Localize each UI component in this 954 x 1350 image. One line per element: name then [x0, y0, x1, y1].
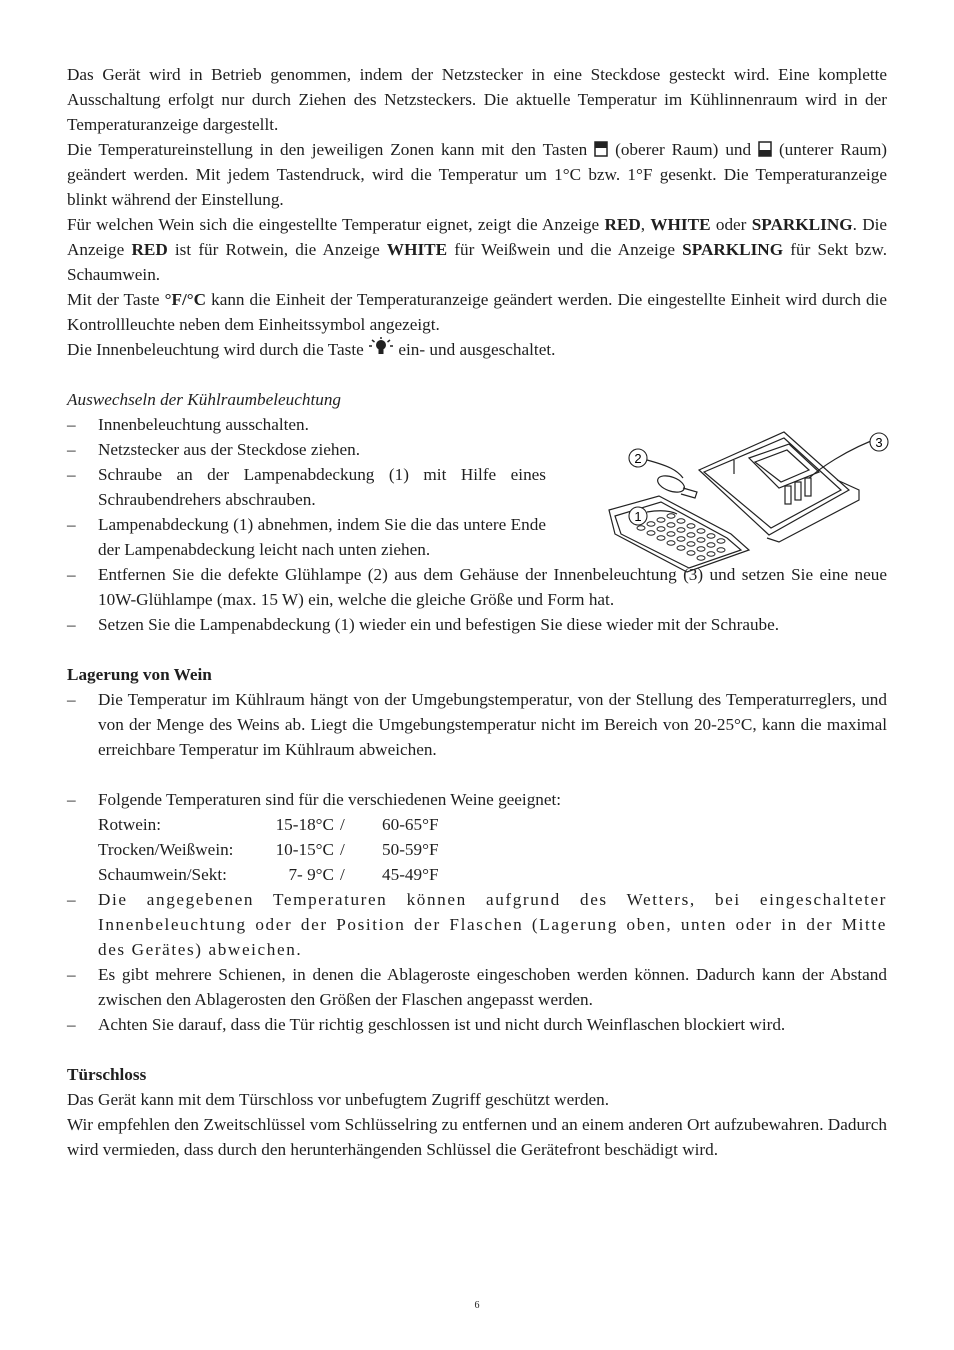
- celsius-range: 15-18°C: [275, 815, 334, 834]
- callout-3: [870, 433, 888, 451]
- list-item: – Setzen Sie die Lampenabdeckung (1) wieder ein und befestigen Sie diese wieder mit der Schraube.: [67, 612, 887, 637]
- wine-name: Trocken/Weißwein:: [98, 840, 234, 859]
- fahrenheit-range: 60-65°F: [382, 815, 439, 834]
- temperature-table: [98, 812, 887, 887]
- list-item: – Entfernen Sie die defekte Glühlampe (2) aus dem Gehäuse der Innenbeleuchtung (3) und setzen Sie eine neue 10W-Glühlampe (max. 15 W) ein, welche die gleiche Größe und Form hat.: [67, 562, 887, 612]
- lamp-cover: [609, 496, 749, 572]
- separator: /: [340, 840, 345, 859]
- red-label: RED: [131, 240, 168, 259]
- list-item: – Innenbeleuchtung ausschalten.: [67, 412, 546, 437]
- sparkling-label: SPARKLING: [751, 215, 853, 234]
- separator: /: [340, 815, 345, 834]
- list-item: – Achten Sie darauf, dass die Tür richtig geschlossen ist und nicht durch Weinflaschen blockiert wird.: [67, 1012, 887, 1037]
- white-label: WHITE: [650, 215, 711, 234]
- list-item: – Die Temperatur im Kühlraum hängt von der Umgebungstemperatur, von der Stellung des Temperaturreglers, und von der Menge des Weins ab. Liegt die Umgebungstemperatur nicht im Bereich von 20-25°C, kann die maximal erreichbare Temperatur im Kühlraum abweichen.: [67, 687, 887, 762]
- wine-name: Schaumwein/Sekt:: [98, 865, 227, 884]
- manual-page: [67, 62, 887, 1162]
- lamp-heading: Auswechseln der Kühlraumbeleuchtung: [67, 390, 342, 409]
- storage-heading: Lagerung von Wein: [67, 665, 212, 684]
- storage-list: [67, 687, 887, 762]
- unit-key-label: °F/°C: [164, 290, 207, 309]
- callout-2: [629, 449, 647, 467]
- wine-name: Rotwein:: [98, 815, 162, 834]
- lamp-diagram: [559, 430, 889, 580]
- callout-label: 2: [634, 451, 642, 466]
- list-item: – Folgende Temperaturen sind für die verschiedenen Weine geeignet: Rotwein: 15-18°C / 60-65°F Trocken/Weißwein: 10-15°C / 50-59°F Schaumwein/Sekt: 7- 9°C / 45-49°F: [67, 787, 887, 887]
- callout-1: [629, 507, 647, 525]
- list-item: – Schraube an der Lampenabdeckung (1) mit Hilfe eines Schraubendrehers abschrauben.: [67, 462, 546, 512]
- celsius-range: 10-15°C: [275, 840, 334, 859]
- red-label: RED: [604, 215, 641, 234]
- list-item: – Die angegebenen Temperaturen können aufgrund des Wetters, bei eingeschalteter Innenbeleuchtung oder der Position der Flaschen (Lagerung oben, unten oder in der Mitte des Gerätes) abweichen.: [67, 887, 887, 962]
- lock-heading: Türschloss: [67, 1065, 147, 1084]
- intro-paragraph-3: Für welchen Wein sich die eingestellte Temperatur eignet, zeigt die Anzeige RED, WHITE oder SPARKLING. Die Anzeige RED ist für Rotwein, die Anzeige WHITE für Weißwein und die Anzeige SPARKLING für Sekt bzw. Schaumwein.: [67, 215, 888, 284]
- intro-paragraph-2: Die Temperatureinstellung in den jeweiligen Zonen kann mit den Tasten (oberer Raum) und (unterer Raum) geändert werden. Mit jedem Tastendruck, wird die Temperatur um 1°C bzw. 1°F gesenkt. Die Temperaturanzeige blinkt während der Einstellung.: [67, 140, 888, 209]
- separator: /: [340, 865, 345, 884]
- intro-paragraph-5: Die Innenbeleuchtung wird durch die Taste ein- und ausgeschaltet.: [67, 337, 887, 362]
- page-number: 6: [474, 1300, 480, 1311]
- callout-label: 3: [875, 435, 883, 450]
- lower-zone-button-icon: [758, 141, 772, 157]
- fahrenheit-range: 45-49°F: [382, 865, 439, 884]
- lock-paragraph-2: Wir empfehlen den Zweitschlüssel vom Schlüsselring zu entfernen und an einem anderen Ort aufzubewahren. Dadurch wird vermieden, dass durch den herunterhängenden Schlüssel die Gerätefront beschädigt wird.: [67, 1115, 887, 1159]
- upper-zone-button-icon: [594, 141, 608, 157]
- fahrenheit-range: 50-59°F: [382, 840, 439, 859]
- celsius-range: 7- 9°C: [288, 865, 334, 884]
- list-item: – Lampenabdeckung (1) abnehmen, indem Sie die das untere Ende der Lampenabdeckung leicht nach unten ziehen.: [67, 512, 546, 562]
- sparkling-label: SPARKLING: [682, 240, 784, 259]
- lock-paragraph-1: Das Gerät kann mit dem Türschloss vor unbefugtem Zugriff geschützt werden.: [67, 1090, 610, 1109]
- intro-paragraph-1: Das Gerät wird in Betrieb genommen, indem der Netzstecker in eine Steckdose gesteckt wird. Eine komplette Ausschaltung erfolgt nur durch Ziehen des Netzsteckers. Die aktuelle Temperatur im Kühlinnenraum wird in der Temperaturanzeige dargestellt.: [67, 65, 887, 134]
- light-bulb-icon: [368, 337, 394, 357]
- list-item: – Es gibt mehrere Schienen, in denen die Ablageroste eingeschoben werden können. Dadurch kann der Abstand zwischen den Ablagerosten den Größen der Flaschen angepasst werden.: [67, 962, 887, 1012]
- white-label: WHITE: [386, 240, 448, 259]
- intro-paragraph-4: Mit der Taste °F/°C kann die Einheit der Temperaturanzeige geändert werden. Die eingestellte Einheit wird durch die Kontrollleuchte neben dem Einheitssymbol angezeigt.: [67, 290, 888, 334]
- list-item: – Netzstecker aus der Steckdose ziehen.: [67, 437, 546, 462]
- storage-list-2: [67, 787, 887, 1037]
- callout-label: 1: [634, 509, 642, 524]
